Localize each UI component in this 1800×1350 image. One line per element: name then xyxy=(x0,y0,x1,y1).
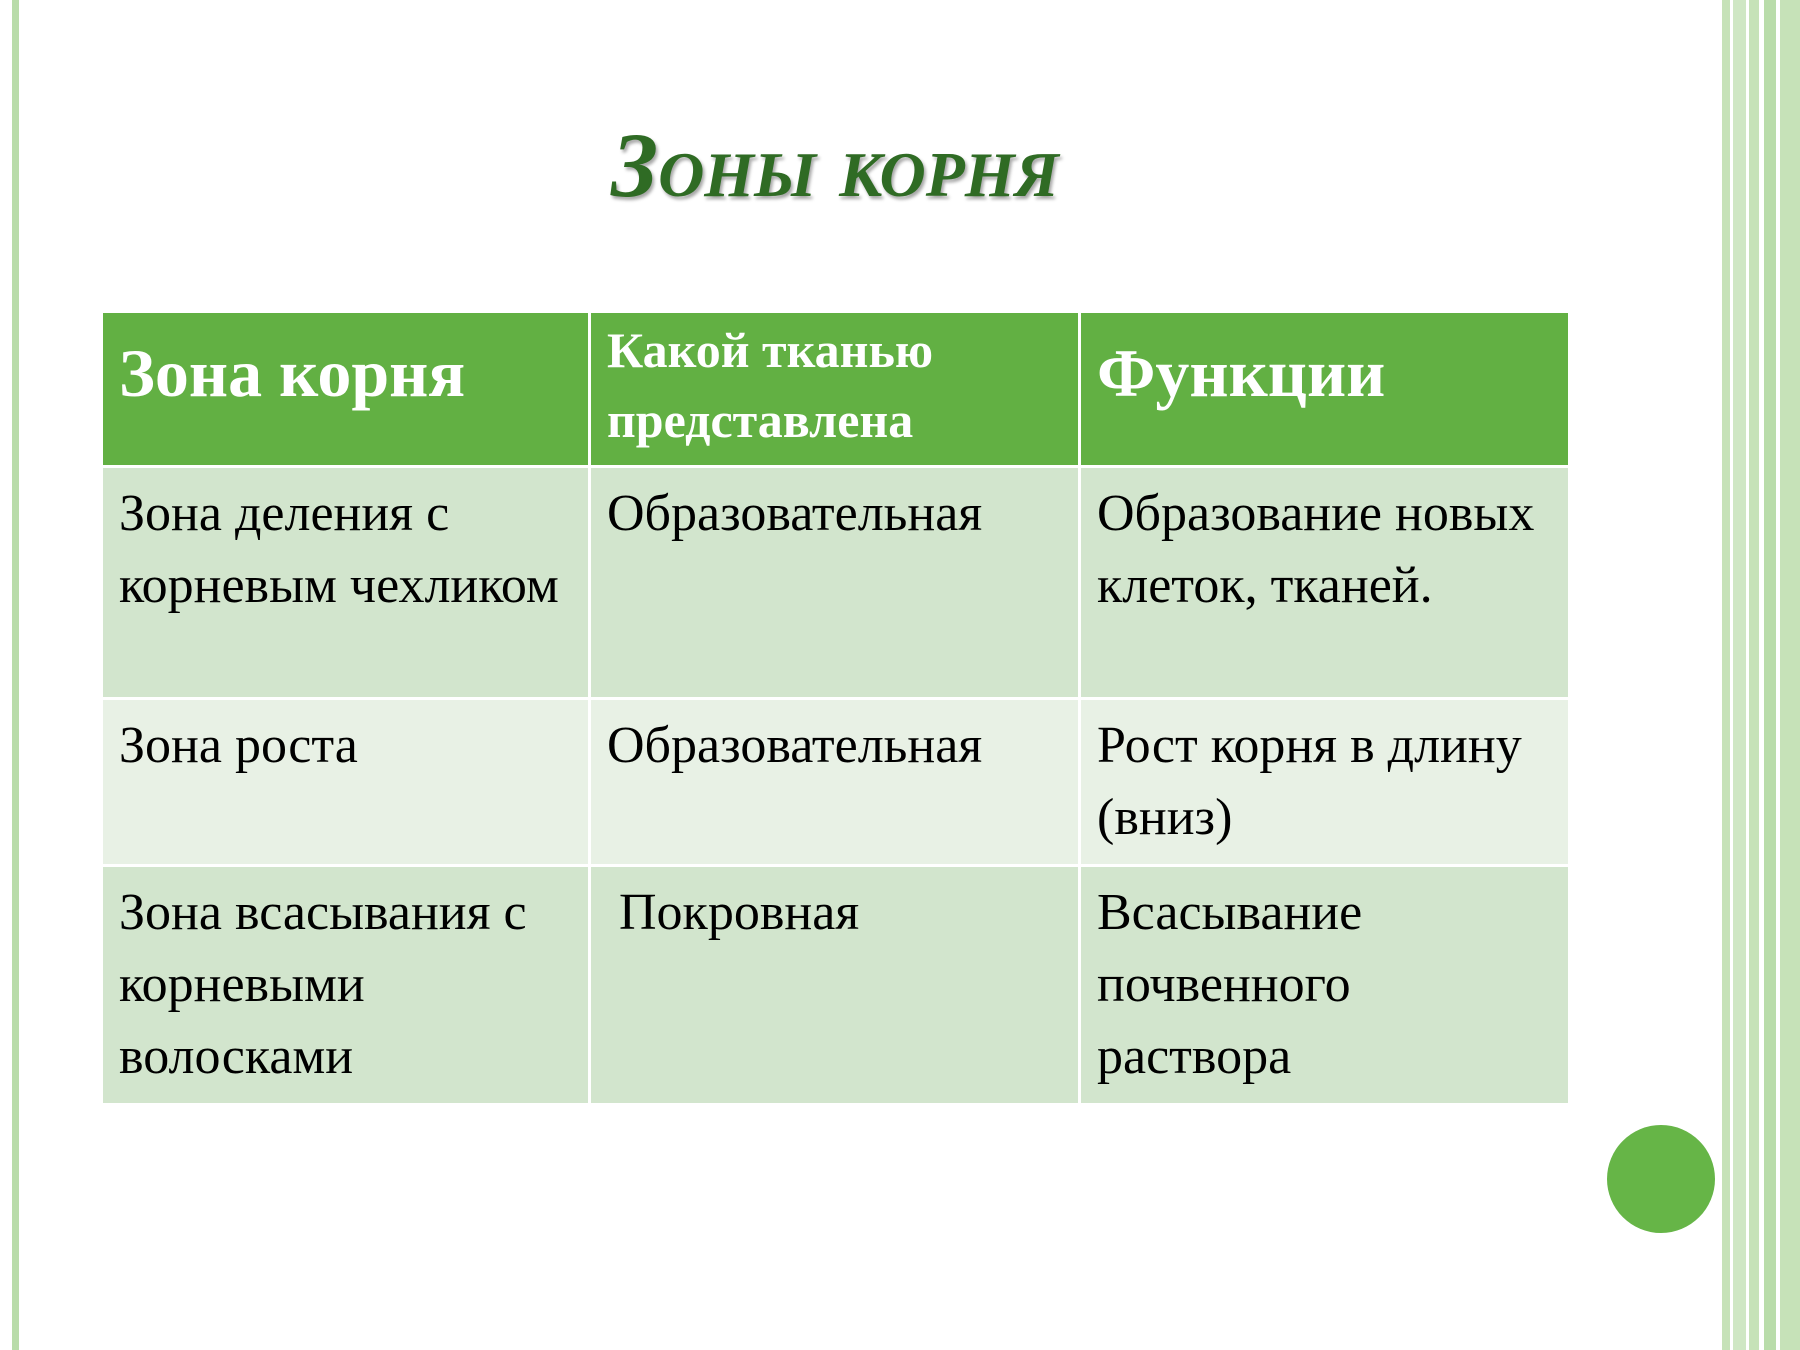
cell-zone: Зона роста xyxy=(102,699,590,866)
cell-tissue: Образовательная xyxy=(590,467,1080,699)
cell-tissue: Образовательная xyxy=(590,699,1080,866)
slide-title: Зоны корня xyxy=(611,114,1059,216)
left-border-stripe xyxy=(12,0,19,1350)
header-tissue-label: Какой тканью представлена xyxy=(607,322,934,448)
table-row xyxy=(102,866,1570,1105)
cell-function: Образование новых клеток, тканей. xyxy=(1080,467,1570,699)
root-zones-table xyxy=(100,310,1571,1106)
table-header-row xyxy=(102,312,1570,467)
header-zone xyxy=(102,312,590,467)
header-zone-label: Зона корня xyxy=(119,335,466,411)
cell-zone: Зона деления с корневым чехликом xyxy=(102,467,590,699)
table-row xyxy=(102,699,1570,866)
right-border-stripes xyxy=(1719,0,1800,1350)
table-row xyxy=(102,467,1570,699)
cell-tissue: Покровная xyxy=(590,866,1080,1105)
cell-zone: Зона всасывания с корневыми волосками xyxy=(102,866,590,1105)
header-functions-label: Функции xyxy=(1097,335,1386,411)
header-tissue xyxy=(590,312,1080,467)
cell-function: Всасывание почвенного раствора xyxy=(1080,866,1570,1105)
cell-function: Рост корня в длину (вниз) xyxy=(1080,699,1570,866)
header-functions xyxy=(1080,312,1570,467)
decorative-circle xyxy=(1607,1125,1715,1233)
